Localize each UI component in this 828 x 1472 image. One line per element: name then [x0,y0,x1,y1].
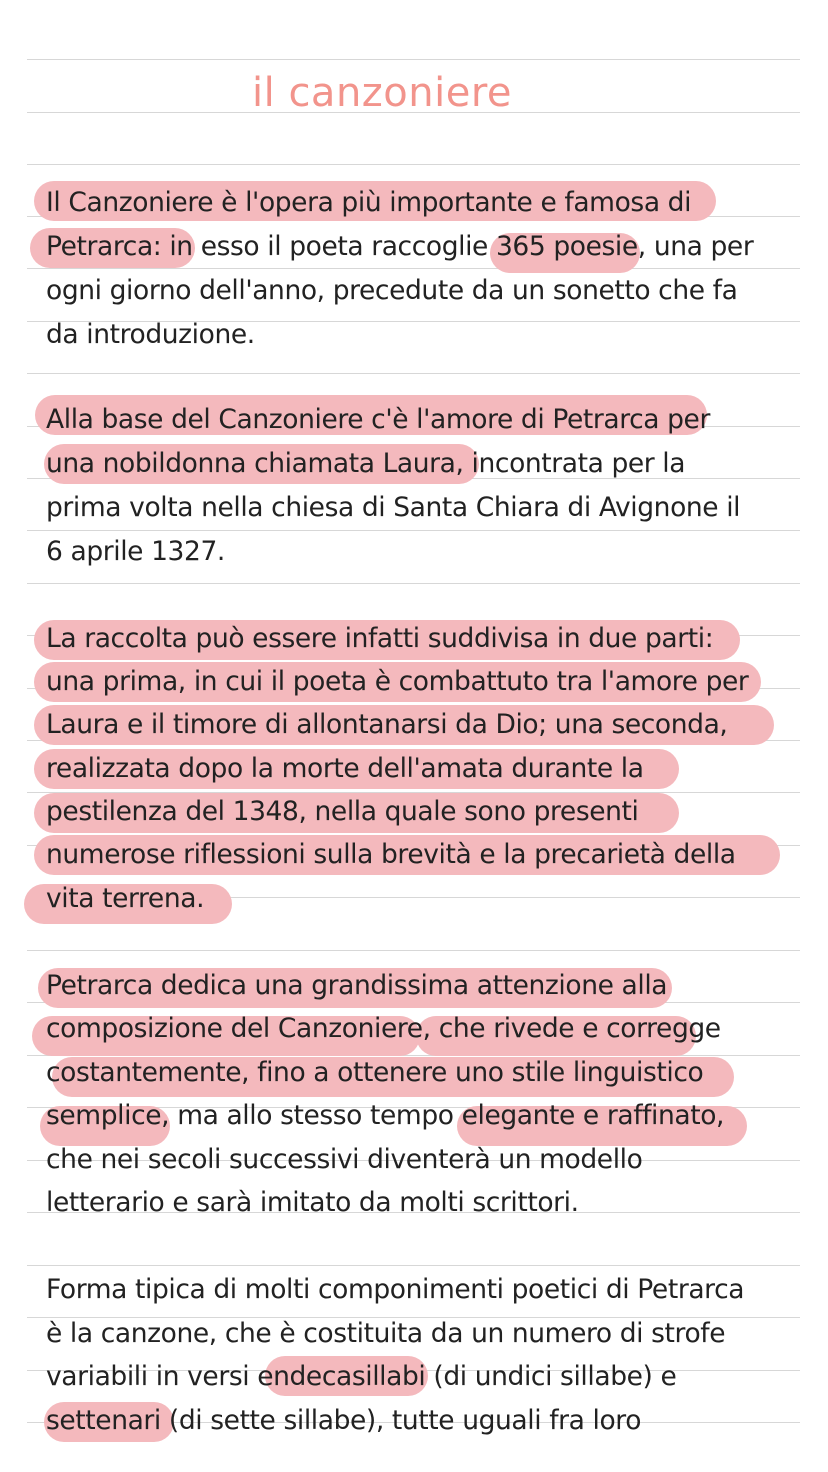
ruled-line [27,373,800,374]
ruled-line [27,1265,800,1266]
text-line: Il Canzoniere è l'opera più importante e famosa di [46,187,692,218]
text-line: è la canzone, che è costituita da un numero di strofe [46,1318,726,1349]
text-line: variabili in versi endecasillabi (di undici sillabe) e [46,1361,677,1392]
text-line: che nei secoli successivi diventerà un modello [46,1144,643,1175]
text-line: 6 aprile 1327. [46,536,225,567]
ruled-line [27,950,800,951]
ruled-line [27,268,800,269]
ruled-line [27,583,800,584]
text-line: numerose riflessioni sulla brevità e la precarietà della [46,839,736,870]
text-line: ogni giorno dell'anno, precedute da un sonetto che fa [46,275,738,306]
text-line: realizzata dopo la morte dell'amata durante la [46,753,644,784]
text-line: costantemente, fino a ottenere uno stile linguistico [46,1057,704,1088]
text-line: settenari (di sette sillabe), tutte uguali fra loro [46,1405,642,1436]
text-line: semplice, ma allo stesso tempo elegante e raffinato, [46,1100,725,1131]
text-line: vita terrena. [46,883,205,914]
text-line: letterario e sarà imitato da molti scrittori. [46,1187,579,1218]
text-line: La raccolta può essere infatti suddivisa in due parti: [46,623,714,654]
ruled-line [27,530,800,531]
text-line: Petrarca dedica una grandissima attenzione alla [46,970,668,1001]
page-title: il canzoniere [252,70,513,116]
text-line: Laura e il timore di allontanarsi da Dio; una seconda, [46,709,728,740]
ruled-line [27,59,800,60]
text-line: una prima, in cui il poeta è combattuto tra l'amore per [46,666,749,697]
text-line: prima volta nella chiesa di Santa Chiara di Avignone il [46,492,741,523]
ruled-line [27,164,800,165]
text-line: Forma tipica di molti componimenti poetici di Petrarca [46,1274,745,1305]
text-line: una nobildonna chiamata Laura, incontrata per la [46,448,686,479]
text-line: Petrarca: in esso il poeta raccoglie 365 poesie, una per [46,231,754,262]
text-line: composizione del Canzoniere, che rivede e corregge [46,1013,721,1044]
text-line: Alla base del Canzoniere c'è l'amore di Petrarca per [46,404,710,435]
text-line: pestilenza del 1348, nella quale sono presenti [46,796,639,827]
text-line: da introduzione. [46,319,255,350]
